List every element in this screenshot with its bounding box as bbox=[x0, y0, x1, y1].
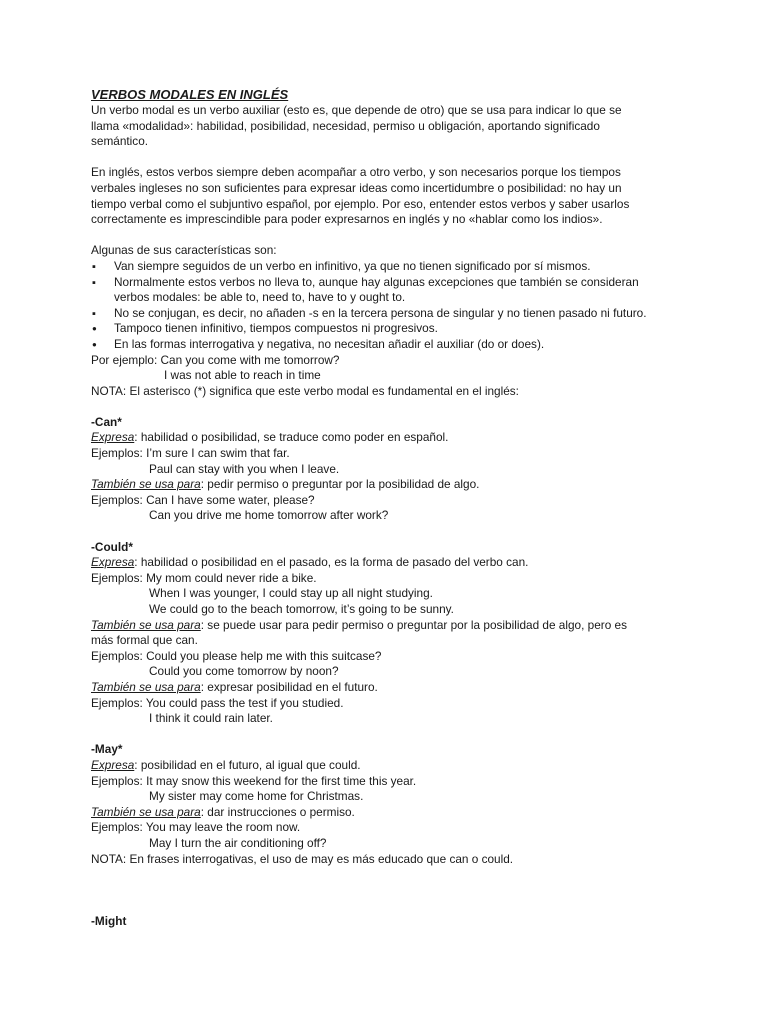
example-line: Ejemplos: It may snow this weekend for the first time this year. bbox=[91, 773, 417, 788]
expresa-label: Expresa bbox=[91, 555, 135, 570]
tambien-label: También se usa para bbox=[91, 679, 201, 694]
section-heading-could: -Could* bbox=[91, 539, 133, 554]
tambien-label: También se usa para bbox=[91, 804, 201, 819]
square-bullet-icon bbox=[92, 275, 106, 292]
definition-line: Expresa: posibilidad en el futuro, al igual que could. bbox=[91, 757, 361, 772]
tambien-label: También se usa para bbox=[91, 477, 201, 492]
intro-line: semántico. bbox=[91, 134, 149, 149]
list-item: ● Tampoco tienen infinitivo, tiempos compuestos ni progresivos. bbox=[91, 321, 691, 337]
example-line: Ejemplos: My mom could never ride a bike. bbox=[91, 570, 317, 585]
square-bullet-icon bbox=[92, 306, 106, 323]
expresa-label: Expresa bbox=[91, 757, 135, 772]
example-line: I was not able to reach in time bbox=[164, 368, 321, 383]
features-intro: Algunas de sus características son: bbox=[91, 243, 277, 258]
document-body bbox=[91, 87, 691, 929]
section-heading-might: -Might bbox=[91, 913, 127, 928]
round-bullet-icon bbox=[92, 337, 106, 354]
square-bullet-icon bbox=[92, 259, 106, 276]
paragraph-line: tiempo verbal como el subjuntivo español, por ejemplo. Por eso, entender estos verbos y saber usarlos bbox=[91, 196, 630, 211]
definition-line: Expresa: habilidad o posibilidad, se traduce como poder en español. bbox=[91, 430, 449, 445]
note: NOTA: En frases interrogativas, el uso de may es más educado que can o could. bbox=[91, 851, 514, 866]
usage-line: También se usa para: dar instrucciones o permiso. bbox=[91, 804, 355, 819]
example-line: Ejemplos: You could pass the test if you studied. bbox=[91, 695, 344, 710]
example-line: When I was younger, I could stay up all night studying. bbox=[149, 586, 433, 601]
example-line: Paul can stay with you when I leave. bbox=[149, 461, 340, 476]
example-line: My sister may come home for Christmas. bbox=[149, 789, 364, 804]
usage-line: También se usa para: pedir permiso o preguntar por la posibilidad de algo. bbox=[91, 477, 480, 492]
definition-line: Expresa: habilidad o posibilidad en el pasado, es la forma de pasado del verbo can. bbox=[91, 555, 529, 570]
tambien-label: También se usa para bbox=[91, 617, 201, 632]
round-bullet-icon bbox=[92, 321, 106, 338]
example-line: Ejemplos: Could you please help me with this suitcase? bbox=[91, 648, 382, 663]
example-line: I think it could rain later. bbox=[149, 711, 273, 726]
example-line: We could go to the beach tomorrow, it’s going to be sunny. bbox=[149, 602, 454, 616]
usage-line: más formal que can. bbox=[91, 633, 198, 648]
example-line: Por ejemplo: Can you come with me tomorrow? bbox=[91, 352, 340, 367]
intro-line: llama «modalidad»: habilidad, posibilidad, necesidad, permiso u obligación, aportando significado bbox=[91, 118, 600, 133]
example-line: Can you drive me home tomorrow after work? bbox=[149, 508, 389, 523]
intro-line: Un verbo modal es un verbo auxiliar (esto es, que depende de otro) que se usa para indicar lo que se bbox=[91, 103, 622, 117]
list-item: ● En las formas interrogativa y negativa, no necesitan añadir el auxiliar (do or does). bbox=[91, 337, 691, 353]
example-line: Ejemplos: I’m sure I can swim that far. bbox=[91, 446, 290, 461]
section-heading-may: -May* bbox=[91, 742, 123, 757]
paragraph-line: En inglés, estos verbos siempre deben acompañar a otro verbo, y son necesarios porque los tiempos bbox=[91, 165, 621, 180]
example-line: Ejemplos: You may leave the room now. bbox=[91, 820, 301, 835]
example-line: May I turn the air conditioning off? bbox=[149, 835, 327, 850]
features-list bbox=[91, 259, 691, 353]
list-item: ▪ Normalmente estos verbos no lleva to, aunque hay algunas excepciones que también se consideran verbos modales: be able to, need to, have to y ought to. bbox=[91, 275, 691, 306]
note: NOTA: El asterisco (*) significa que este verbo modal es fundamental en el inglés: bbox=[91, 383, 519, 398]
usage-line: También se usa para: expresar posibilidad en el futuro. bbox=[91, 679, 378, 694]
example-line: Could you come tomorrow by noon? bbox=[149, 664, 339, 679]
list-item: ▪ Van siempre seguidos de un verbo en infinitivo, ya que no tienen significado por sí mismos. bbox=[91, 259, 691, 275]
paragraph-line: verbales ingleses no son suficientes para expresar ideas como incertidumbre o posibilidad: no hay un bbox=[91, 180, 622, 195]
expresa-label: Expresa bbox=[91, 430, 135, 445]
document-title: VERBOS MODALES EN INGLÉS bbox=[91, 87, 289, 102]
list-item: ▪ No se conjugan, es decir, no añaden -s en la tercera persona de singular y no tienen pasado ni futuro. bbox=[91, 306, 691, 322]
example-line: Ejemplos: Can I have some water, please? bbox=[91, 492, 315, 507]
usage-line: También se usa para: se puede usar para pedir permiso o preguntar por la posibilidad de algo, pero es bbox=[91, 617, 628, 632]
paragraph-line: correctamente es imprescindible para poder expresarnos en inglés y no «hablar como los indios». bbox=[91, 212, 603, 227]
section-heading-can: -Can* bbox=[91, 414, 122, 429]
